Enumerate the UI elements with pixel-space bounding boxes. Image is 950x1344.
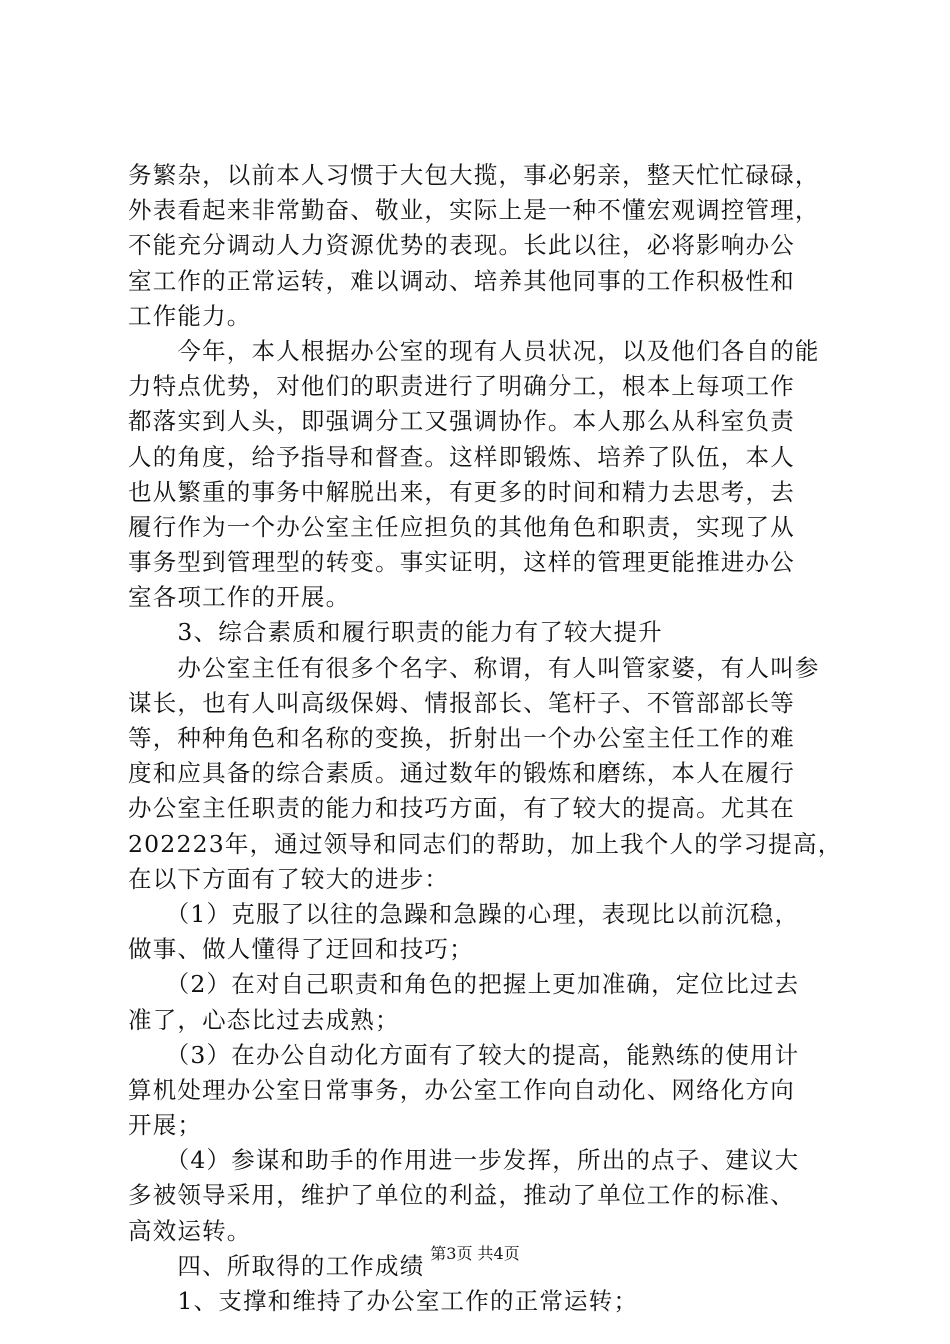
text-line: 人的角度，给予指导和督查。这样即锻炼、培养了队伍，本人	[128, 442, 795, 471]
text-line: 算机处理办公室日常事务，办公室工作向自动化、网络化方向	[128, 1075, 795, 1104]
text-line: （1）克服了以往的急躁和急躁的心理，表现比以前沉稳，	[128, 899, 800, 928]
text-line: （4）参谋和助手的作用进一步发挥，所出的点子、建议大	[128, 1146, 800, 1175]
text-line: 今年，本人根据办公室的现有人员状况，以及他们各自的能	[128, 336, 820, 365]
text-line: 四、所取得的工作成绩	[128, 1251, 425, 1280]
text-line: 也从繁重的事务中解脱出来，有更多的时间和精力去思考，去	[128, 477, 795, 506]
document-body	[128, 158, 843, 1319]
text-line: 工作能力。	[128, 301, 252, 330]
text-line: 准了，心态比过去成熟；	[128, 1005, 400, 1034]
text-line: 1、支撑和维持了办公室工作的正常运转；	[128, 1287, 639, 1315]
text-line: 履行作为一个办公室主任应担负的其他角色和职责，实现了从	[128, 512, 795, 541]
text-line: 力特点优势，对他们的职责进行了明确分工，根本上每项工作	[128, 372, 795, 401]
text-line: 多被领导采用，维护了单位的利益，推动了单位工作的标准、	[128, 1181, 795, 1210]
text-line: 事务型到管理型的转变。事实证明，这样的管理更能推进办公	[128, 548, 795, 577]
text-line: 办公室主任有很多个名字、称谓，有人叫管家婆，有人叫参	[128, 653, 820, 682]
page-footer	[0, 1244, 950, 1264]
text-line: （2）在对自己职责和角色的把握上更加准确，定位比过去	[128, 970, 800, 999]
text-line: 不能充分调动人力资源优势的表现。长此以往，必将影响办公	[128, 231, 795, 260]
text-line: 务繁杂，以前本人习惯于大包大揽，事必躬亲，整天忙忙碌碌，	[128, 161, 820, 189]
text-line: 3、综合素质和履行职责的能力有了较大提升	[128, 618, 663, 647]
text-line: 高效运转。	[128, 1216, 252, 1245]
text-line: 等，种种角色和名称的变换，折射出一个办公室主任工作的难	[128, 724, 795, 752]
page-indicator: 第3页 共4页	[430, 1244, 520, 1263]
text-line: 做事、做人懂得了迂回和技巧；	[128, 935, 474, 964]
text-line: 都落实到人头，即强调分工又强调协作。本人那么从科室负责	[128, 407, 795, 436]
text-line: 外表看起来非常勤奋、敬业，实际上是一种不懂宏观调控管理，	[128, 196, 820, 225]
text-line: 室各项工作的开展。	[128, 583, 351, 612]
text-line: 办公室主任职责的能力和技巧方面，有了较大的提高。尤其在	[128, 794, 795, 823]
text-line: 谋长，也有人叫高级保姆、情报部长、笔杆子、不管部部长等	[128, 688, 795, 717]
text-line: （3）在办公自动化方面有了较大的提高，能熟练的使用计	[128, 1040, 800, 1069]
text-line: 度和应具备的综合素质。通过数年的锻炼和磨练，本人在履行	[128, 759, 795, 788]
text-line: 室工作的正常运转，难以调动、培养其他同事的工作积极性和	[128, 266, 795, 295]
text-line: 202223年，通过领导和同志们的帮助，加上我个人的学习提高，	[128, 829, 843, 858]
text-line: 在以下方面有了较大的进步：	[128, 864, 450, 893]
text-line: 开展；	[128, 1111, 203, 1140]
